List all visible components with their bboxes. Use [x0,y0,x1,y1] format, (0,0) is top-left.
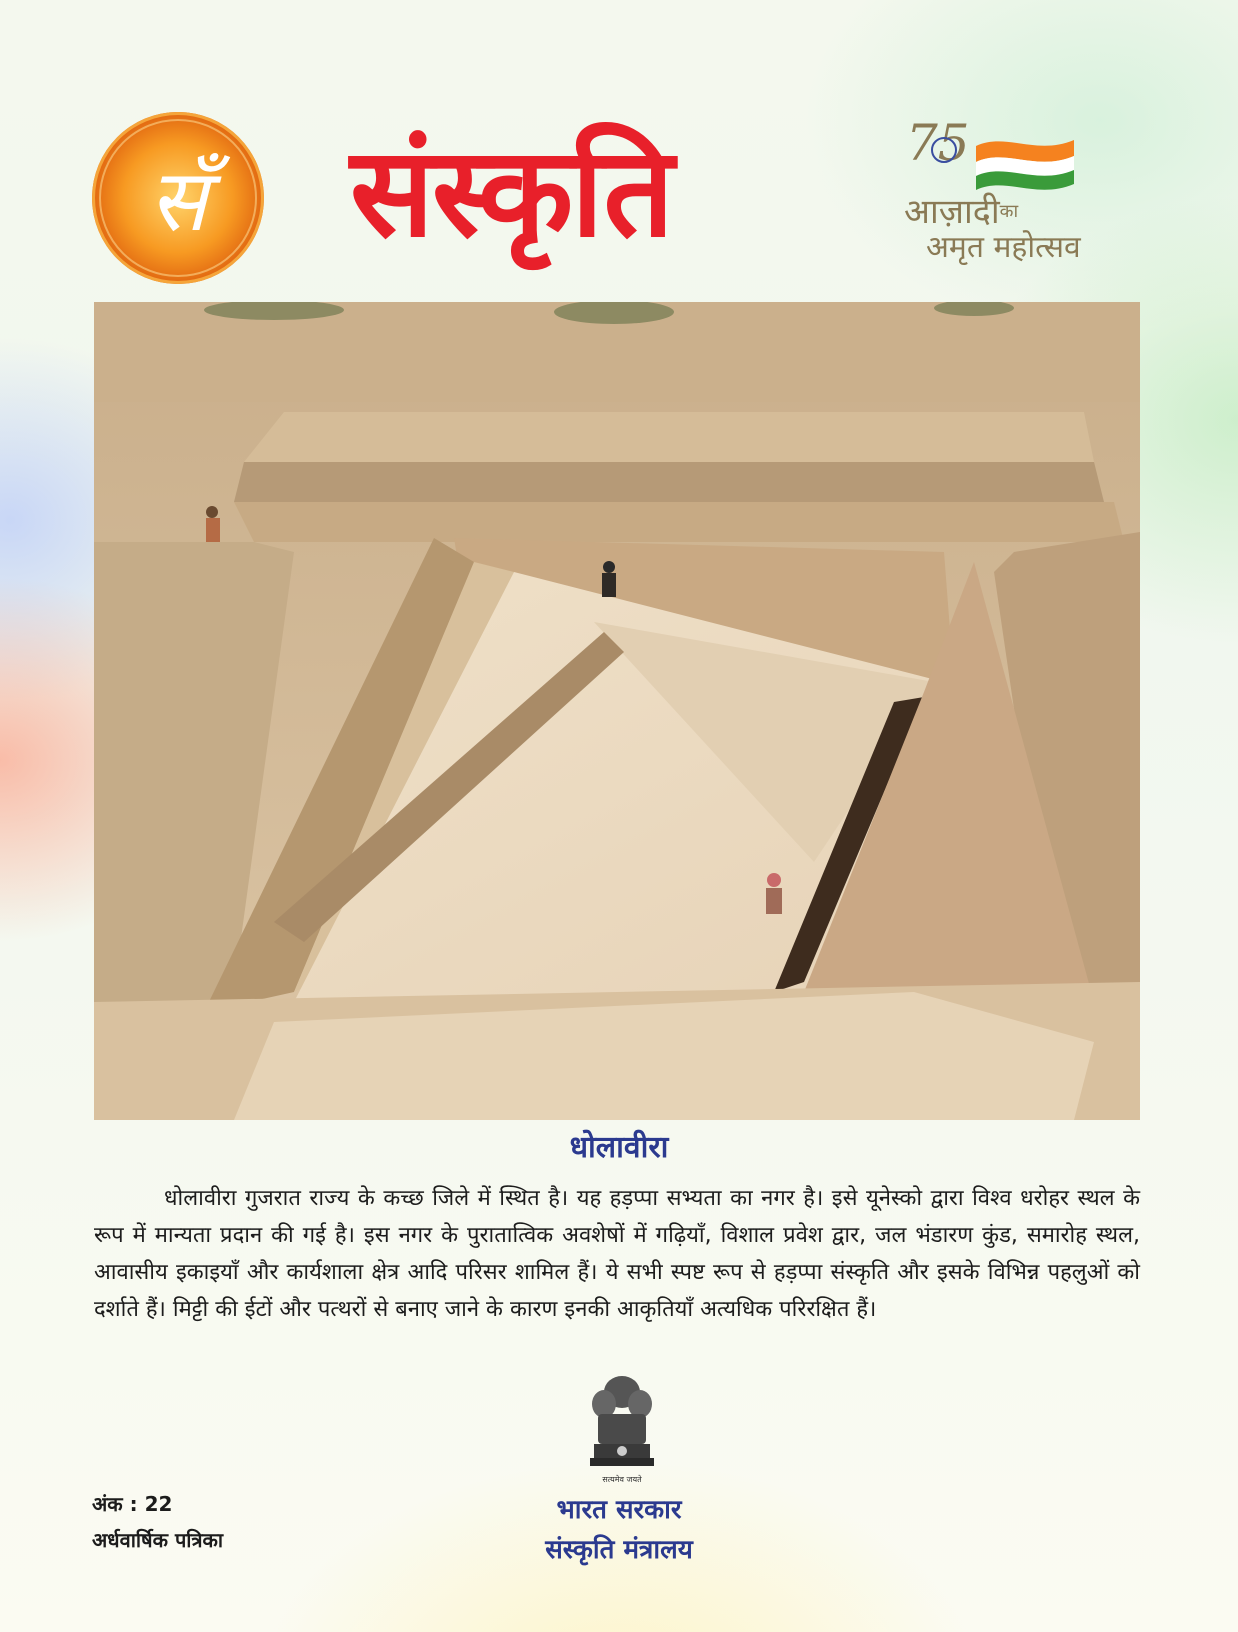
magazine-title: संस्कृति [350,121,673,265]
photo-caption: धोलावीरा [569,1130,669,1165]
badge-line1-small: का [999,201,1019,222]
publication-frequency: अर्धवार्षिक पत्रिका [92,1528,224,1552]
emblem-motto: सत्यमेव जयते [602,1475,642,1484]
reservoir-illustration [94,302,1140,1120]
dholavira-photo [94,302,1140,1120]
ministry-of-culture: संस्कृति मंत्रालय [545,1535,693,1565]
magazine-logo [92,112,264,284]
logo-text: सँ [148,151,208,251]
badge-line2: अमृत महोत्सव [926,230,1081,265]
govt-of-india: भारत सरकार [556,1495,682,1525]
badge-line1 [904,192,1018,232]
issue-number: अंक : 22 [92,1492,173,1516]
national-emblem-icon [584,1370,660,1488]
article-paragraph: धोलावीरा गुजरात राज्य के कच्छ जिले में स्थित है। यह हड़प्पा सभ्यता का नगर है। इसे यूनेस्को द्वारा विश्व धरोहर स्थल के रूप में मान्यता प्रदान की गई है। इस नगर के पुरातात्विक अवशेषों में गढ़ियाँ, विशाल प्रवेश द्वार, जल भंडारण कुंड, समारोह स्थल, आवासीय इकाइयाँ और कार्यशाला क्षेत्र आदि परिसर शामिल हैं। ये सभी स्पष्ट रूप से हड़प्पा संस्कृति और इसके विभिन्न पहलुओं को दर्शाते हैं। मिट्टी की ईटों और पत्थरों से बनाए जाने के कारण इनकी आकृतियाँ अत्यधिक परिरक्षित हैं। [94,1186,1140,1322]
logo-glyph-icon [92,112,264,284]
badge-number: 75 [906,114,970,172]
badge-line1-main: आज़ादी [904,192,1000,232]
